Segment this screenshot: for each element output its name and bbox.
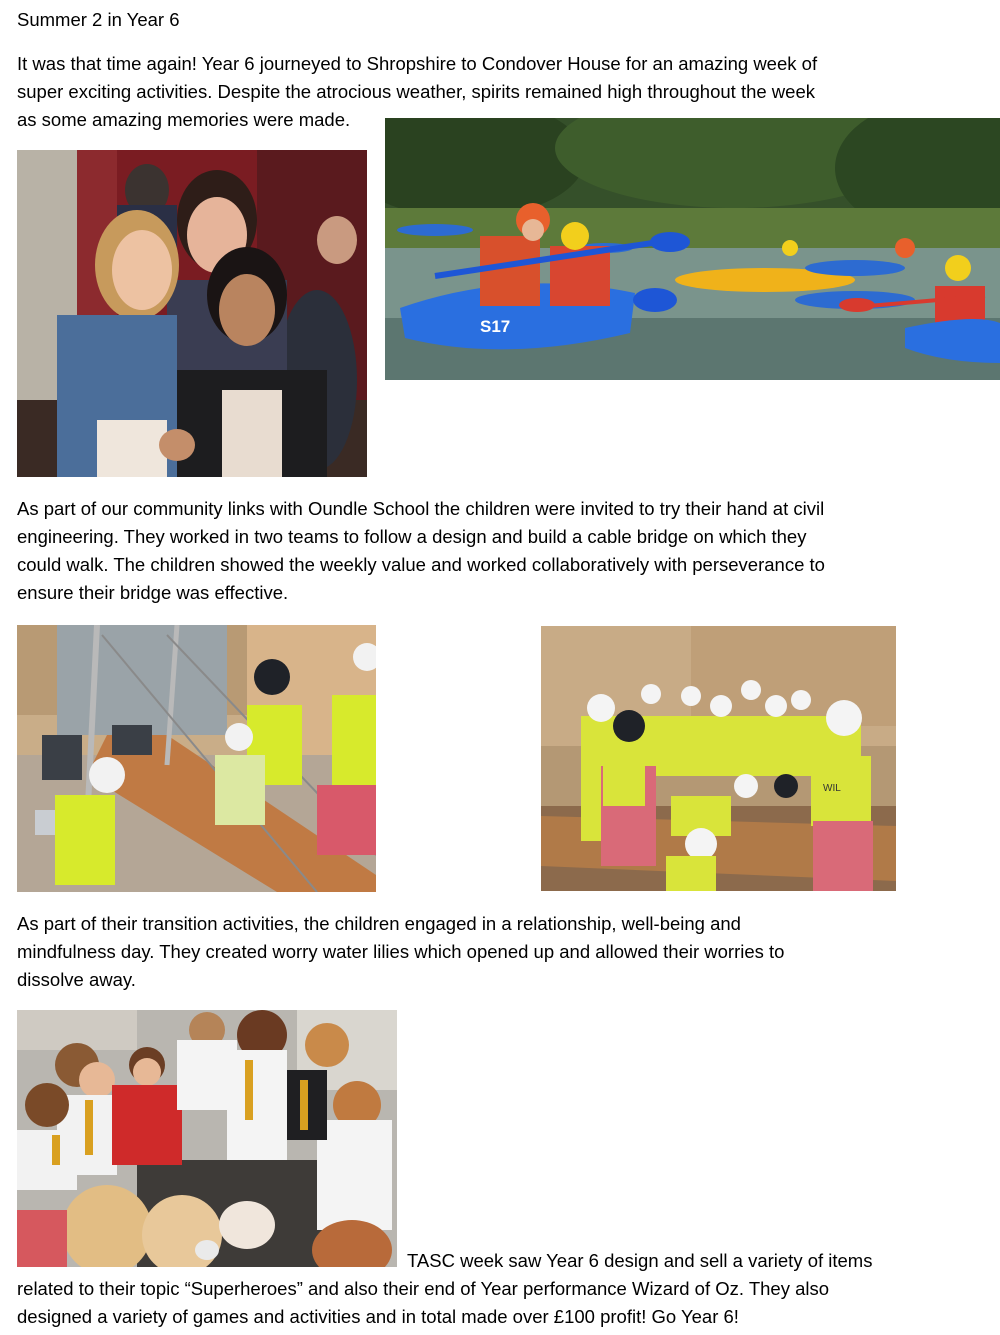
oundle-line-2: engineering. They worked in two teams to follow a design and build a cable bridge on which they	[17, 526, 807, 547]
intro-line-3: as some amazing memories were made.	[17, 109, 351, 130]
oundle-line-1: As part of our community links with Oundle School the children were invited to try their hand at civil	[17, 498, 825, 519]
tasc-line-1: TASC week saw Year 6 design and sell a variety of items	[407, 1250, 873, 1271]
photo-girls-headphones	[17, 150, 367, 477]
photo-kayaking	[385, 118, 1000, 380]
intro-line-2: super exciting activities. Despite the atrocious weather, spirits remained high throughout the week	[17, 81, 815, 102]
oundle-line-3: could walk. The children showed the weekly value and worked collaboratively with perseverance to	[17, 554, 825, 575]
tasc-line-2: related to their topic “Superheroes” and also their end of Year performance Wizard of Oz. They also	[17, 1278, 830, 1299]
photo-bridge-building-2	[541, 626, 896, 891]
tasc-line-3: designed a variety of games and activities and in total made over £100 profit! Go Year 6!	[17, 1306, 739, 1327]
oundle-line-4: ensure their bridge was effective.	[17, 582, 289, 603]
transition-line-3: dissolve away.	[17, 969, 136, 990]
transition-line-1: As part of their transition activities, the children engaged in a relationship, well-being and	[17, 913, 741, 934]
photo-water-lilies-classroom	[17, 1010, 397, 1267]
intro-line-1: It was that time again! Year 6 journeyed to Shropshire to Condover House for an amazing week of	[17, 53, 818, 74]
vest-text: WIL	[823, 783, 841, 794]
transition-line-2: mindfulness day. They created worry water lilies which opened up and allowed their worries to	[17, 941, 785, 962]
photo-bridge-building-1	[17, 625, 376, 892]
kayak-number: S17	[480, 317, 511, 336]
page-title: Summer 2 in Year 6	[17, 9, 180, 30]
